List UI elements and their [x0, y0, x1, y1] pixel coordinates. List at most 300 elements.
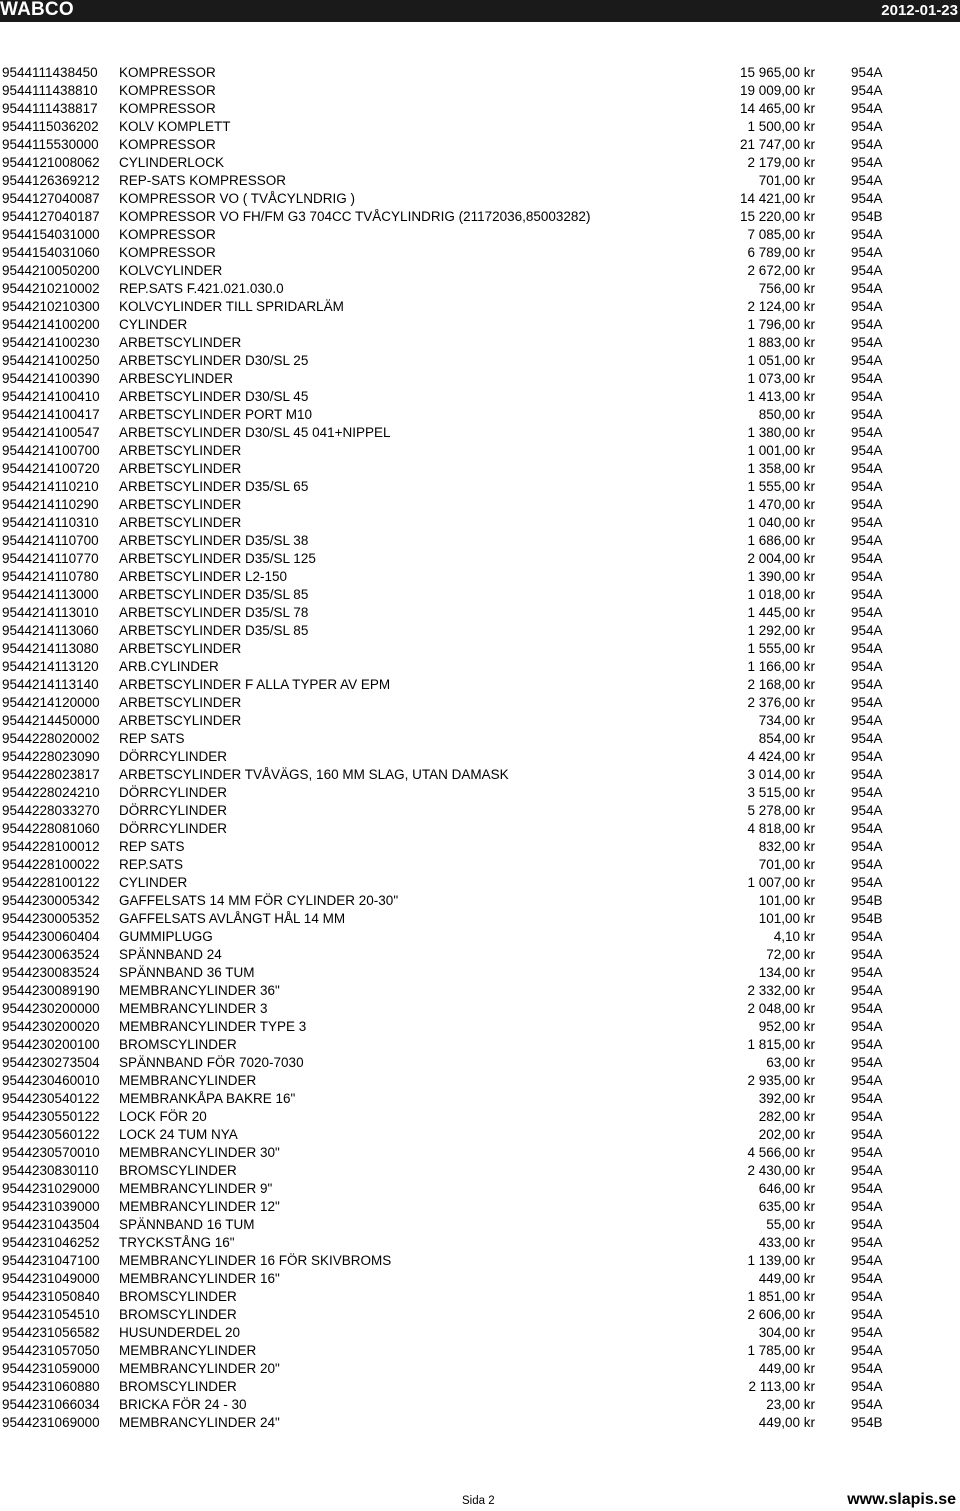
article-number: 9544214110210 [2, 479, 99, 494]
table-row [0, 820, 960, 838]
description: ARB.CYLINDER [119, 659, 219, 674]
price: 1 413,00 kr [747, 389, 815, 404]
price-code: 954A [851, 281, 883, 296]
description: MEMBRANCYLINDER 3 [119, 1001, 268, 1016]
price-code: 954A [851, 371, 883, 386]
table-row [0, 784, 960, 802]
table-row [0, 388, 960, 406]
article-number: 9544231046252 [2, 1235, 100, 1250]
article-number: 9544231066034 [2, 1397, 100, 1412]
price-code: 954A [851, 1235, 883, 1250]
price-code: 954A [851, 425, 883, 440]
price-code: 954A [851, 839, 883, 854]
price: 2 430,00 kr [747, 1163, 815, 1178]
price-code: 954A [851, 389, 883, 404]
article-number: 9544214113080 [2, 641, 99, 656]
description: HUSUNDERDEL 20 [119, 1325, 241, 1340]
article-number: 9544111438817 [2, 101, 98, 116]
description: ARBETSCYLINDER [119, 713, 242, 728]
price: 1 883,00 kr [747, 335, 815, 350]
price: 15 220,00 kr [739, 209, 815, 224]
price-code: 954A [851, 1037, 883, 1052]
article-number: 9544111438810 [2, 83, 98, 98]
description: KOMPRESSOR [119, 65, 216, 80]
price-code: 954A [851, 1091, 883, 1106]
price: 701,00 kr [758, 857, 815, 872]
description: SPÄNNBAND 16 TUM [119, 1217, 255, 1232]
table-row [0, 658, 960, 676]
price: 433,00 kr [758, 1235, 815, 1250]
price-code: 954A [851, 569, 883, 584]
article-number: 9544230200000 [2, 1001, 100, 1016]
table-row [0, 586, 960, 604]
article-number: 9544231054510 [2, 1307, 100, 1322]
price: 304,00 kr [758, 1325, 815, 1340]
price-code: 954A [851, 857, 883, 872]
price-code: 954A [851, 1217, 883, 1232]
page-number: Sida 2 [462, 1495, 495, 1507]
price-code: 954A [851, 1325, 883, 1340]
description: LOCK 24 TUM NYA [119, 1127, 238, 1142]
article-number: 9544228024210 [2, 785, 100, 800]
price: 2 672,00 kr [747, 263, 815, 278]
article-number: 9544210210002 [2, 281, 100, 296]
price: 1 166,00 kr [747, 659, 815, 674]
price-code: 954A [851, 1055, 883, 1070]
article-number: 9544214100230 [2, 335, 100, 350]
description: ARBETSCYLINDER [119, 515, 242, 530]
price: 2 004,00 kr [747, 551, 815, 566]
description: KOMPRESSOR [119, 245, 216, 260]
article-number: 9544230200020 [2, 1019, 100, 1034]
article-number: 9544230005342 [2, 893, 100, 908]
table-row [0, 208, 960, 226]
price-code: 954A [851, 605, 883, 620]
table-row [0, 1360, 960, 1378]
price: 635,00 kr [758, 1199, 815, 1214]
price: 2 606,00 kr [747, 1307, 815, 1322]
description: SPÄNNBAND FÖR 7020-7030 [119, 1055, 304, 1070]
price: 449,00 kr [758, 1271, 815, 1286]
price: 2 048,00 kr [747, 1001, 815, 1016]
article-number: 9544230063524 [2, 947, 100, 962]
price: 4 424,00 kr [747, 749, 815, 764]
table-row [0, 1108, 960, 1126]
site-link[interactable]: www.slapis.se [847, 1491, 956, 1508]
table-row [0, 874, 960, 892]
article-number: 9544230273504 [2, 1055, 100, 1070]
article-number: 9544127040087 [2, 191, 100, 206]
table-row [0, 1126, 960, 1144]
price-code: 954A [851, 443, 883, 458]
table-row [0, 478, 960, 496]
price: 646,00 kr [758, 1181, 815, 1196]
article-number: 9544154031060 [2, 245, 100, 260]
article-number: 9544231056582 [2, 1325, 100, 1340]
article-number: 9544228081060 [2, 821, 100, 836]
description: REP.SATS [119, 857, 184, 872]
description: ARBETSCYLINDER [119, 335, 242, 350]
price-code: 954A [851, 155, 883, 170]
table-row [0, 1414, 960, 1432]
price-code: 954A [851, 1073, 883, 1088]
description: KOMPRESSOR [119, 101, 216, 116]
description: SPÄNNBAND 24 [119, 947, 222, 962]
table-row [0, 136, 960, 154]
price-code: 954A [851, 821, 883, 836]
price: 832,00 kr [758, 839, 815, 854]
article-number: 9544214110780 [2, 569, 99, 584]
article-number: 9544214100390 [2, 371, 100, 386]
price-code: 954A [851, 623, 883, 638]
table-row [0, 604, 960, 622]
price: 1 040,00 kr [747, 515, 815, 530]
description: KOMPRESSOR VO FH/FM G3 704CC TVÅCYLINDRIG (21172036,85003282) [119, 209, 591, 224]
price: 1 500,00 kr [747, 119, 815, 134]
table-row [0, 1198, 960, 1216]
description: TRYCKSTÅNG 16" [119, 1235, 235, 1250]
article-number: 9544231029000 [2, 1181, 100, 1196]
table-row [0, 676, 960, 694]
description: ARBETSCYLINDER D30/SL 45 041+NIPPEL [119, 425, 391, 440]
price: 1 470,00 kr [747, 497, 815, 512]
table-row [0, 1162, 960, 1180]
description: BROMSCYLINDER [119, 1163, 237, 1178]
price: 1 555,00 kr [747, 479, 815, 494]
price: 4,10 kr [773, 929, 815, 944]
description: CYLINDERLOCK [119, 155, 225, 170]
price: 4 818,00 kr [747, 821, 815, 836]
price: 2 179,00 kr [747, 155, 815, 170]
price-code: 954A [851, 263, 883, 278]
price: 952,00 kr [758, 1019, 815, 1034]
table-row [0, 1234, 960, 1252]
price: 134,00 kr [758, 965, 815, 980]
price: 1 390,00 kr [747, 569, 815, 584]
price: 2 124,00 kr [747, 299, 815, 314]
price-code: 954A [851, 1019, 883, 1034]
price-code: 954A [851, 1397, 883, 1412]
description: ARBETSCYLINDER F ALLA TYPER AV EPM [119, 677, 391, 692]
description: GAFFELSATS 14 MM FÖR CYLINDER 20-30" [119, 893, 399, 908]
description: REP.SATS F.421.021.030.0 [119, 281, 284, 296]
description: DÖRRCYLINDER [119, 821, 228, 836]
article-number: 9544115530000 [2, 137, 99, 152]
table-row [0, 532, 960, 550]
table-row [0, 82, 960, 100]
description: LOCK FÖR 20 [119, 1109, 207, 1124]
price-code: 954A [851, 299, 883, 314]
table-row [0, 460, 960, 478]
price-code: 954A [851, 767, 883, 782]
table-row [0, 1288, 960, 1306]
description: MEMBRANKÅPA BAKRE 16" [119, 1091, 296, 1106]
price: 449,00 kr [758, 1415, 815, 1430]
article-number: 9544230560122 [2, 1127, 100, 1142]
price: 1 785,00 kr [747, 1343, 815, 1358]
description: MEMBRANCYLINDER [119, 1073, 257, 1088]
price-code: 954B [851, 893, 883, 908]
price-code: 954A [851, 137, 883, 152]
brand-name: WABCO [0, 0, 74, 20]
article-number: 9544231050840 [2, 1289, 100, 1304]
description: GUMMIPLUGG [119, 929, 213, 944]
price: 55,00 kr [766, 1217, 815, 1232]
description: SPÄNNBAND 36 TUM [119, 965, 255, 980]
article-number: 9544214110310 [2, 515, 99, 530]
table-row [0, 496, 960, 514]
description: ARBETSCYLINDER [119, 443, 242, 458]
price: 1 851,00 kr [747, 1289, 815, 1304]
description: ARBETSCYLINDER TVÅVÄGS, 160 MM SLAG, UTAN DAMASK [119, 767, 509, 782]
price: 1 007,00 kr [747, 875, 815, 890]
article-number: 9544214113060 [2, 623, 99, 638]
article-number: 9544231047100 [2, 1253, 100, 1268]
price-code: 954A [851, 713, 883, 728]
description: ARBETSCYLINDER [119, 497, 242, 512]
article-number: 9544214450000 [2, 713, 100, 728]
table-row [0, 748, 960, 766]
price-code: 954A [851, 119, 883, 134]
price: 19 009,00 kr [739, 83, 815, 98]
price-code: 954A [851, 353, 883, 368]
article-number: 9544126369212 [2, 173, 100, 188]
table-row [0, 118, 960, 136]
table-row [0, 1018, 960, 1036]
description: BROMSCYLINDER [119, 1289, 237, 1304]
description: KOLVCYLINDER [119, 263, 223, 278]
price-code: 954A [851, 1163, 883, 1178]
table-row [0, 910, 960, 928]
article-number: 9544228100022 [2, 857, 100, 872]
table-row [0, 1000, 960, 1018]
price-code: 954A [851, 65, 883, 80]
table-row [0, 424, 960, 442]
price: 1 445,00 kr [747, 605, 815, 620]
description: KOLV KOMPLETT [119, 119, 231, 134]
price: 14 421,00 kr [739, 191, 815, 206]
article-number: 9544230460010 [2, 1073, 100, 1088]
article-number: 9544228023817 [2, 767, 100, 782]
price: 21 747,00 kr [739, 137, 815, 152]
article-number: 9544214113120 [2, 659, 99, 674]
description: MEMBRANCYLINDER TYPE 3 [119, 1019, 307, 1034]
price-code: 954A [851, 695, 883, 710]
price-code: 954A [851, 1181, 883, 1196]
description: ARBETSCYLINDER D30/SL 25 [119, 353, 309, 368]
price: 854,00 kr [758, 731, 815, 746]
table-row [0, 244, 960, 262]
description: GAFFELSATS AVLÅNGT HÅL 14 MM [119, 911, 346, 926]
description: BROMSCYLINDER [119, 1379, 237, 1394]
article-number: 9544210210300 [2, 299, 100, 314]
price: 2 168,00 kr [747, 677, 815, 692]
price-code: 954B [851, 1415, 883, 1430]
description: KOLVCYLINDER TILL SPRIDARLÄM [119, 299, 344, 314]
article-number: 9544214110290 [2, 497, 99, 512]
article-number: 9544231043504 [2, 1217, 100, 1232]
table-row [0, 766, 960, 784]
description: KOMPRESSOR [119, 83, 216, 98]
header-bar [0, 0, 960, 22]
description: CYLINDER [119, 875, 188, 890]
price-code: 954A [851, 461, 883, 476]
description: ARBETSCYLINDER [119, 461, 242, 476]
table-row [0, 838, 960, 856]
price: 202,00 kr [758, 1127, 815, 1142]
article-number: 9544228020002 [2, 731, 100, 746]
article-number: 9544154031000 [2, 227, 100, 242]
article-number: 9544230550122 [2, 1109, 100, 1124]
article-number: 9544214100700 [2, 443, 100, 458]
price-code: 954A [851, 785, 883, 800]
description: DÖRRCYLINDER [119, 803, 228, 818]
price-code: 954A [851, 749, 883, 764]
price-code: 954A [851, 659, 883, 674]
table-row [0, 370, 960, 388]
description: MEMBRANCYLINDER [119, 1343, 257, 1358]
description: REP SATS [119, 839, 185, 854]
price-code: 954A [851, 1289, 883, 1304]
description: CYLINDER [119, 317, 188, 332]
table-row [0, 802, 960, 820]
price: 14 465,00 kr [739, 101, 815, 116]
description: ARBETSCYLINDER D35/SL 38 [119, 533, 309, 548]
description: KOMPRESSOR [119, 137, 216, 152]
article-number: 9544214100417 [2, 407, 100, 422]
table-row [0, 442, 960, 460]
description: BROMSCYLINDER [119, 1307, 237, 1322]
table-row [0, 352, 960, 370]
price-code: 954A [851, 803, 883, 818]
article-number: 9544214110770 [2, 551, 99, 566]
description: ARBETSCYLINDER D35/SL 125 [119, 551, 316, 566]
description: ARBETSCYLINDER PORT M10 [119, 407, 313, 422]
price: 2 376,00 kr [747, 695, 815, 710]
description: BRICKA FÖR 24 - 30 [119, 1397, 247, 1412]
price-code: 954A [851, 1109, 883, 1124]
table-row [0, 172, 960, 190]
article-number: 9544214120000 [2, 695, 100, 710]
article-number: 9544230060404 [2, 929, 100, 944]
description: MEMBRANCYLINDER 16" [119, 1271, 280, 1286]
article-number: 9544115036202 [2, 119, 99, 134]
table-row [0, 1180, 960, 1198]
price-code: 954A [851, 101, 883, 116]
table-row [0, 64, 960, 82]
price-code: 954A [851, 245, 883, 260]
price-code: 954A [851, 1379, 883, 1394]
table-row [0, 190, 960, 208]
description: MEMBRANCYLINDER 20" [119, 1361, 280, 1376]
article-number: 9544214100720 [2, 461, 100, 476]
table-row [0, 280, 960, 298]
table-row [0, 1072, 960, 1090]
description: MEMBRANCYLINDER 12" [119, 1199, 280, 1214]
price-code: 954A [851, 551, 883, 566]
price: 282,00 kr [758, 1109, 815, 1124]
price-code: 954A [851, 947, 883, 962]
table-row [0, 514, 960, 532]
description: REP SATS [119, 731, 185, 746]
price-code: 954B [851, 911, 883, 926]
description: DÖRRCYLINDER [119, 749, 228, 764]
price-list [0, 64, 960, 1432]
table-row [0, 1342, 960, 1360]
table-row [0, 622, 960, 640]
article-number: 9544214100250 [2, 353, 100, 368]
description: KOMPRESSOR VO ( TVÅCYLNDRIG ) [119, 191, 356, 206]
price: 1 815,00 kr [747, 1037, 815, 1052]
article-number: 9544111438450 [2, 65, 98, 80]
article-number: 9544228033270 [2, 803, 100, 818]
price-code: 954A [851, 515, 883, 530]
table-row [0, 1054, 960, 1072]
description: ARBETSCYLINDER D35/SL 85 [119, 587, 309, 602]
price: 734,00 kr [758, 713, 815, 728]
table-row [0, 1396, 960, 1414]
price-code: 954A [851, 965, 883, 980]
table-row [0, 640, 960, 658]
table-row [0, 568, 960, 586]
price: 6 789,00 kr [747, 245, 815, 260]
price: 101,00 kr [758, 911, 815, 926]
table-row [0, 334, 960, 352]
article-number: 9544228100122 [2, 875, 100, 890]
price: 1 139,00 kr [747, 1253, 815, 1268]
price: 1 380,00 kr [747, 425, 815, 440]
article-number: 9544127040187 [2, 209, 100, 224]
table-row [0, 100, 960, 118]
price-code: 954A [851, 1127, 883, 1142]
article-number: 9544230540122 [2, 1091, 100, 1106]
price: 1 051,00 kr [747, 353, 815, 368]
table-row [0, 1306, 960, 1324]
table-row [0, 856, 960, 874]
table-row [0, 1324, 960, 1342]
price: 7 085,00 kr [747, 227, 815, 242]
description: MEMBRANCYLINDER 30" [119, 1145, 280, 1160]
table-row [0, 694, 960, 712]
price-code: 954A [851, 1001, 883, 1016]
price-code: 954A [851, 641, 883, 656]
table-row [0, 406, 960, 424]
price: 701,00 kr [758, 173, 815, 188]
price: 1 796,00 kr [747, 317, 815, 332]
price-code: 954A [851, 227, 883, 242]
article-number: 9544228023090 [2, 749, 100, 764]
price-code: 954A [851, 83, 883, 98]
article-number: 9544230089190 [2, 983, 100, 998]
price-code: 954A [851, 929, 883, 944]
price-code: 954A [851, 1145, 883, 1160]
price: 1 555,00 kr [747, 641, 815, 656]
price-code: 954A [851, 731, 883, 746]
table-row [0, 298, 960, 316]
price: 3 515,00 kr [747, 785, 815, 800]
description: ARBETSCYLINDER D30/SL 45 [119, 389, 309, 404]
price: 850,00 kr [758, 407, 815, 422]
table-row [0, 1036, 960, 1054]
table-row [0, 982, 960, 1000]
description: ARBETSCYLINDER D35/SL 78 [119, 605, 309, 620]
table-row [0, 946, 960, 964]
table-row [0, 154, 960, 172]
price: 3 014,00 kr [747, 767, 815, 782]
price-code: 954A [851, 983, 883, 998]
article-number: 9544121008062 [2, 155, 100, 170]
price: 2 332,00 kr [747, 983, 815, 998]
